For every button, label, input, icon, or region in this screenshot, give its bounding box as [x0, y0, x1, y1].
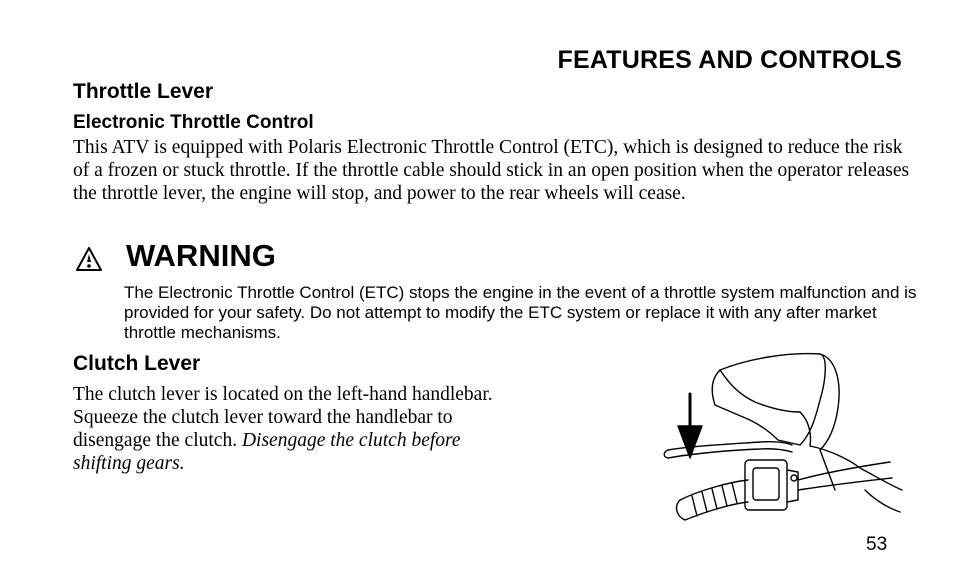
throttle-lever-heading: Throttle Lever: [73, 80, 214, 103]
warning-title: WARNING: [126, 238, 276, 273]
electronic-throttle-control-subheading: Electronic Throttle Control: [73, 112, 314, 133]
clutch-text-line: [73, 429, 573, 452]
clutch-text-plain: disengage the clutch.: [73, 430, 242, 451]
warning-body: The Electronic Throttle Control (ETC) stops the engine in the event of a throttle system malfunction and is provided for your safety. Do not attempt to modify the ETC system or replace it with any after market throttle mechanisms.: [124, 283, 917, 342]
clutch-text-line: Squeeze the clutch lever toward the handlebar to: [73, 407, 453, 428]
clutch-caution-italic: Disengage the clutch before: [241, 430, 461, 451]
clutch-lever-heading: Clutch Lever: [73, 352, 201, 375]
page-number: 53: [866, 534, 888, 555]
clutch-description: [73, 383, 573, 475]
clutch-lever-illustration: [660, 350, 910, 530]
clutch-text-line: [73, 452, 573, 475]
clutch-caution-italic: shifting gears.: [73, 453, 185, 474]
section-header: FEATURES AND CONTROLS: [557, 46, 902, 74]
clutch-text-line: The clutch lever is located on the left-hand handlebar.: [73, 384, 493, 405]
etc-description: This ATV is equipped with Polaris Electronic Throttle Control (ETC), which is designed to reduce the risk of a frozen or stuck throttle. If the throttle cable should stick in an open position when the operator releases the throttle lever, the engine will stop, and power to the rear wheels will cease.: [73, 137, 910, 204]
warning-triangle-icon: [76, 247, 102, 271]
